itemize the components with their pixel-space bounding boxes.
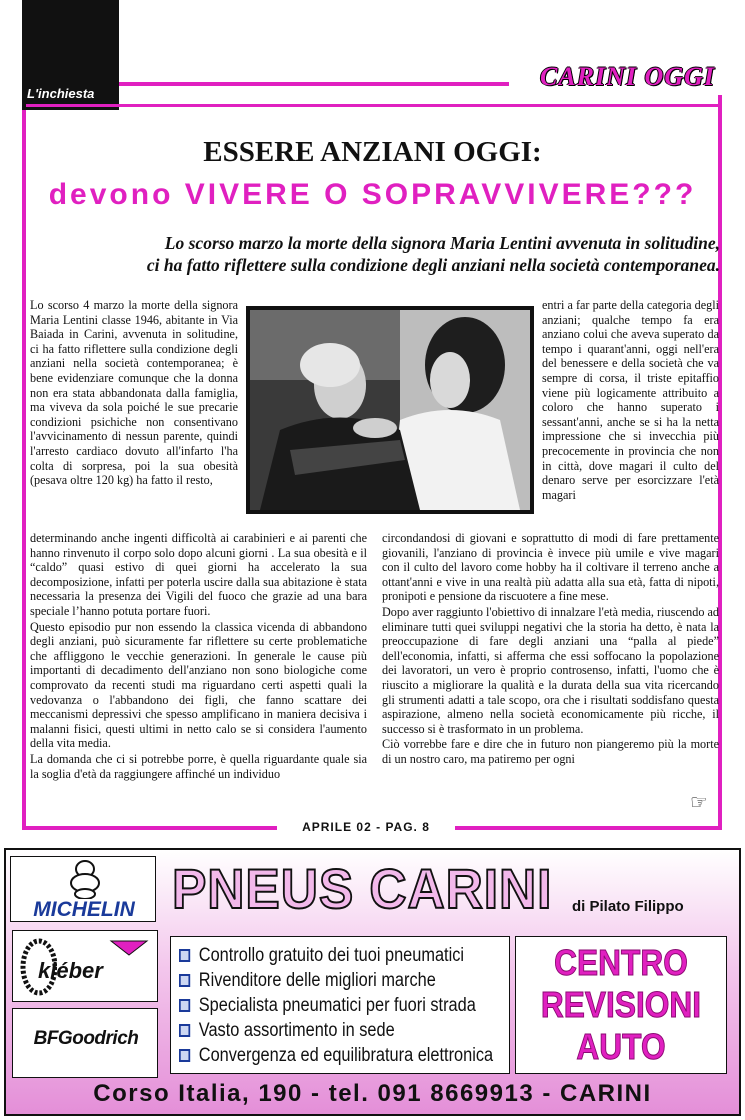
paragraph: Ciò vorrebbe fare e dire che in futuro non piangeremo più la morte di un nostro caro, ma patiremo per ogni (382, 737, 719, 766)
revisioni-line-3: AUTO (576, 1026, 666, 1067)
article-column-left-bottom (30, 531, 367, 782)
article-photo (246, 306, 534, 514)
services-list (170, 936, 510, 1074)
business-address: Corso Italia, 190 - tel. 091 8669913 - CARINI (93, 1080, 652, 1107)
bfgoodrich-wordmark: BFGoodrich (33, 1028, 139, 1049)
footer-rule-left (22, 826, 277, 830)
elderly-woman-with-caregiver-photo (250, 310, 530, 510)
tire-mascot-icon (55, 859, 115, 899)
article-deck (40, 232, 720, 276)
checkbox-bullet-icon (179, 974, 190, 987)
checkbox-bullet-icon (179, 999, 190, 1012)
article-column-right-bottom (382, 531, 719, 768)
article-column-right-top: entri a far parte della categoria degli anziani; qualche tempo fa era anziano colui che aveva superato da tempo i quarant'anni, oggi nell'era del benessere e della società che va sempre di corsa, il triste epitaffio viene più logicamente attribuito a coloro che hanno superato i sessant'anni, anche se si ha la netta impressione che si invecchia più precocemente in provincia che non in città, dove magari il culto del denaro serve per esorcizzare l'età magari (542, 298, 719, 502)
checkbox-bullet-icon (179, 1024, 190, 1037)
publication-logo: CARINI OGGI (540, 62, 715, 91)
paragraph: circondandosi di giovani e soprattutto di modi di fare prettamente giovanili, l'anziano di provincia è invece più umile e vive magari con il culto del lavoro come hobby ha il coltivare il terreno anche a ottant'anni e vive in una realtà più adatta alla sua età, fatta di nipoti, pronipoti e pensione da riscuotere a fine mese. (382, 531, 719, 604)
paragraph: Questo episodio pur non essendo la classica vicenda di abbandono degli anziani, può sicuramente far riflettere su certe problematiche che affliggono le vecchie generazioni. In generale le cause più importanti di decadimento dell'anziano non sono biologiche come comprovato da recenti studi ma riguardano certi aspetti quali la vedovanza o l'abbandono dei figli, che fanno scattare dei meccanismi depressivi che spesso amplificano in maniera decisiva i malanni fisici, questi ultimi in netto calo se si considera l'aumento della vita media. (30, 619, 367, 751)
header-rule (26, 104, 718, 107)
service-item: Specialista pneumatici per fuori strada (179, 993, 458, 1018)
paragraph: Dopo aver raggiunto l'obiettivo di innalzare l'età media, riuscendo ad eliminare tutti quei sviluppi negativi che la storia ha detto, è nata la preoccupazione di fare degli anziani una “palla al piede” dell'economia, infatti, si afferma che essi soffocano la popolazione dei lavoratori, un vero è proprio controsenso, infatti, l'uomo che è riuscito a migliorare la qualità e la durata della sua vita ricercando gli strumenti adatti a tale scopo, ora che i risultati soddisfano questa aspirazione, almeno nella società economicamente più ricche, il successo si è trasformato in un problema. (382, 604, 719, 736)
page-footer: APRILE 02 - PAG. 8 (302, 820, 430, 834)
business-name: PNEUS CARINI (172, 857, 553, 920)
revisioni-line-2: REVISIONI (540, 984, 702, 1025)
paragraph: La domanda che ci si potrebbe porre, è quella riguardante quale sia la soglia d'età da raggiungere affinché un individuo (30, 751, 367, 781)
kleber-chevron-icon (109, 937, 149, 959)
article-subheadline: devono VIVERE O SOPRAVVIVERE??? (48, 178, 697, 211)
michelin-wordmark: MICHELIN (33, 898, 135, 921)
section-label: L'inchiesta (27, 86, 95, 101)
service-item: Convergenza ed equilibratura elettronica (179, 1043, 458, 1068)
business-owner: di Pilato Filippo (572, 898, 684, 915)
deck-line-1: Lo scorso marzo la morte della signora Maria Lentini avvenuta in solitudine, (164, 233, 720, 253)
service-item: Controllo gratuito dei tuoi pneumatici (179, 943, 458, 968)
revisioni-line-1: CENTRO (554, 942, 688, 983)
checkbox-bullet-icon (179, 1049, 190, 1062)
article-headline: ESSERE ANZIANI OGGI: (203, 136, 542, 168)
kleber-wordmark: kléber (38, 958, 103, 983)
paragraph: determinando anche ingenti difficoltà ai carabinieri e ai parenti che hanno rinvenuto il corpo solo dopo alcuni giorni . La sua obesità e il “caldo” quasi estivo di quei giorni ha accelerato la sua decomposizione, infatti per poterla uscire dalla sua abitazione è stata necessaria la presenza dei Vigili del fuoco che grazie ad una bara speciale l’hanno potuta portare fuori. (30, 531, 367, 618)
pointing-hand-icon: ☞ (690, 790, 708, 814)
left-rule (22, 110, 26, 828)
deck-line-2: ci ha fatto riflettere sulla condizione degli anziani nella società contemporanea. (146, 255, 720, 275)
checkbox-bullet-icon (179, 949, 190, 962)
top-rule (119, 82, 509, 86)
service-item: Rivenditore delle migliori marche (179, 968, 458, 993)
service-item: Vasto assortimento in sede (179, 1018, 458, 1043)
footer-rule-right (455, 826, 722, 830)
article-column-left-top: Lo scorso 4 marzo la morte della signora Maria Lentini classe 1946, abitante in Via Baiada in Carini, avvenuta in solitudine, ci ha fatto riflettere sulla condizione degli anziani nella società contemporanea; è bene evidenziare comunque che la donna non era stata abbandonata dalla famiglia, ma viveva da sola poiché le sue precarie condizioni psichiche non consentivano l'avvicinamento di nessun parente, quindi l'arresto cardiaco dovuto all'infarto l'ha colta di sorpresa, poi la sua obesità (pesava oltre 120 kg) ha fatto il resto, (30, 298, 238, 488)
